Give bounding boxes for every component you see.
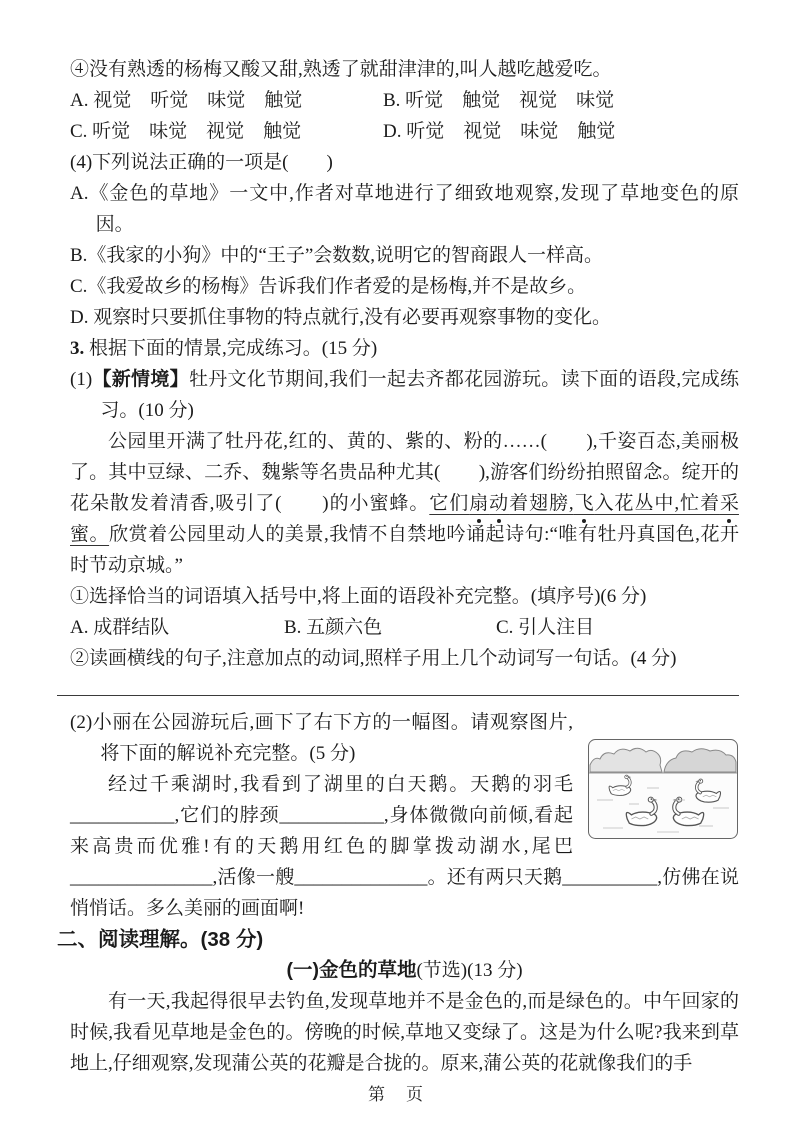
q4-option-a: A.《金色的草地》一文中,作者对草地进行了细致地观察,发现了草地变色的原因。: [70, 183, 739, 235]
underlined-text: 入花丛中,忙着: [594, 493, 720, 514]
q3-title-line: [70, 333, 739, 364]
option-a: A. 视觉 听觉 味觉 触觉: [70, 90, 303, 111]
dotted-verb-char: 动: [489, 493, 510, 514]
q3-title: 根据下面的情景,完成练习。(15 分): [89, 338, 378, 359]
q4-stem: (4)下列说法正确的一项是( ): [70, 152, 333, 173]
q3-sub1-text: 牡丹文化节期间,我们一起去齐都花园游玩。读下面的语段,完成练习。(10 分): [100, 369, 739, 421]
passage-after-underline: 欣赏着公园里动人的美景,我情不自禁地吟诵起诗句:“唯有牡丹真国色,花开时节动京城。”: [70, 524, 739, 576]
underlined-text: 着翅膀,: [509, 493, 574, 514]
passage-title-main: (一)金色的草地: [286, 959, 417, 981]
reading-passage-title: [70, 955, 739, 986]
q3-subq2: ②读画横线的句子,注意加点的动词,照样子用上几个动词写一句话。(4 分): [70, 648, 677, 669]
q3-number: 3.: [70, 338, 85, 359]
option-d: D. 听觉 视觉 味觉 触觉: [383, 121, 616, 142]
q3-sub2-text: 小丽在公园游玩后,画下了右下方的一幅图。请观察图片,将下面的解说补充完整。(5 分): [92, 712, 573, 764]
swan-lake-illustration: [587, 738, 739, 840]
q4-option-d: D. 观察时只要抓住事物的特点就行,没有必要再观察事物的变化。: [70, 307, 611, 328]
word-options-row: [70, 612, 739, 643]
dotted-verb-char: 扇: [469, 493, 490, 514]
q3-sub1-number: (1): [70, 369, 93, 390]
q3-subq1: ①选择恰当的词语填入括号中,将上面的语段补充完整。(填序号)(6 分): [70, 586, 647, 607]
q3-sub2-number: (2): [70, 712, 93, 733]
dotted-verb-char: 飞: [573, 493, 595, 514]
underlined-text: 它们: [429, 493, 470, 514]
section-two-heading: 二、阅读理解。(38 分): [57, 928, 264, 951]
passage-before-underline: 公园里开满了牡丹花,红的、黄的、紫的、粉的……( ),千姿百态,美丽极了。其中豆绿、二乔、魏紫等名贵品种尤其( ),游客们纷纷拍照留念。绽开的花朵散发着清香,吸引了( )的小蜜蜂。: [70, 431, 739, 514]
word-option-c: C. 引人注目: [496, 617, 595, 638]
page-footer: 第 页: [368, 1085, 425, 1104]
word-option-b: B. 五颜六色: [284, 617, 383, 638]
q4-option-c: C.《我爱故乡的杨梅》告诉我们作者爱的是杨梅,并不是故乡。: [70, 276, 587, 297]
answer-line: [57, 694, 739, 696]
passage-title-suffix: (节选)(13 分): [416, 960, 523, 981]
q3-sub1-line: [70, 364, 739, 426]
item4-stem: ④没有熟透的杨梅又酸又甜,熟透了就甜津津的,叫人越吃越爱吃。: [70, 59, 612, 80]
peony-passage: [70, 426, 739, 581]
option-b: B. 听觉 触觉 视觉 味觉: [383, 90, 615, 111]
q4-option-b: B.《我家的小狗》中的“王子”会数数,说明它的智商跟人一样高。: [70, 245, 604, 266]
option-c: C. 听觉 味觉 视觉 触觉: [70, 121, 302, 142]
swan-narration: 经过千乘湖时,我看到了湖里的白天鹅。天鹅的羽毛___________,它们的脖颈___________,身体微微向前倾,看起来高贵而优雅!有的天鹅用红色的脚掌拨动湖水,尾巴_______________,活像一艘______________。还有两只天鹅__________,仿佛在说悄悄话。多么美丽的画面啊!: [70, 774, 739, 919]
grassland-paragraph: 有一天,我起得很早去钓鱼,发现草地并不是金色的,而是绿色的。中午回家的时候,我看见草地是金色的。傍晚的时候,草地又变绿了。这是为什么呢?我来到草地上,仔细观察,发现蒲公英的花瓣是合拢的。原来,蒲公英的花就像我们的手: [70, 991, 739, 1074]
dotted-verb-char: 采: [719, 493, 739, 514]
sense-options-row2: [70, 116, 739, 147]
underlined-text: 蜜。: [70, 524, 110, 545]
word-option-a: A. 成群结队: [70, 617, 170, 638]
new-context-tag: 【新情境】: [92, 369, 189, 390]
sense-options-row1: [70, 85, 739, 116]
q3-sub2-block: [70, 707, 739, 924]
